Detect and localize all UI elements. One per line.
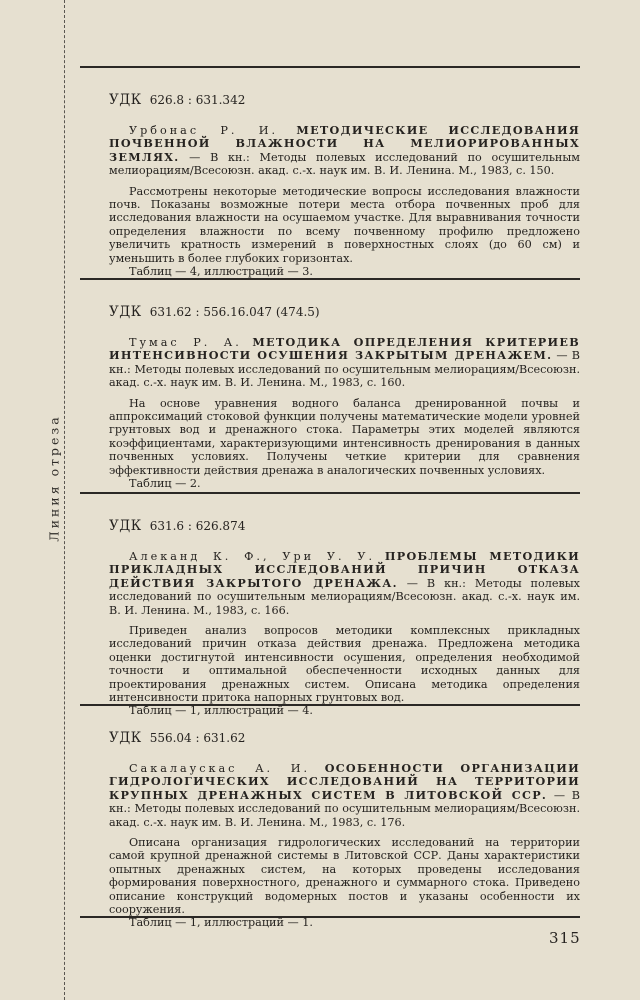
udk-line — [109, 518, 580, 534]
author: Сакалаускас А. И. — [129, 762, 311, 775]
udk-code: 556.04 : 631.62 — [149, 731, 246, 745]
udk-code: 626.8 : 631.342 — [149, 93, 246, 107]
abstract-cards — [80, 66, 581, 930]
tables-count: Таблиц — 2. — [129, 477, 201, 491]
source: — В кн.: Методы полевых исследований по осушительным мелиорациям/Всесоюзн. акад. с.-х. наук им. В. И. Ленина. М., 1983, с. 166. — [109, 576, 580, 617]
article-title: ОСОБЕННОСТИ ОРГАНИЗАЦИИ ГИДРОЛОГИЧЕСКИХ ИССЛЕДОВАНИЙ НА ТЕРРИТОРИИ КРУПНЫХ ДРЕНАЖНЫХ СИСТЕМ В ЛИТОВСКОЙ ССР. — [109, 761, 580, 802]
article-title: МЕТОДИКА ОПРЕДЕЛЕНИЯ КРИТЕРИЕВ ИНТЕНСИВНОСТИ ОСУШЕНИЯ ЗАКРЫТЫМ ДРЕНАЖЕМ. — [109, 335, 580, 363]
abstract-card-2 — [80, 278, 580, 492]
udk-label: УДК — [109, 518, 142, 534]
tables-count: Таблиц — 1, иллюстраций — 1. — [129, 916, 313, 930]
abstract-card-3 — [80, 492, 580, 718]
udk-label: УДК — [109, 304, 142, 320]
udk-line — [109, 304, 580, 320]
cut-line — [64, 0, 65, 1000]
udk-label: УДК — [109, 730, 142, 746]
tables-count: Таблиц — 4, иллюстраций — 3. — [129, 265, 313, 279]
abstract-card-4 — [80, 704, 581, 930]
source: — В кн.: Методы полевых исследований по осушительным мелиорациям/Всесоюзн. акад. с.-х. наук им. В. И. Ленина. М., 1983, с. 150. — [109, 150, 580, 178]
udk-line — [109, 730, 580, 746]
abstract-text: Описана организация гидрологических исследований на территории самой крупной дренажной системы в Литовской ССР. Даны характеристики опытных дренажных систем, на которых проведены исследования формирования поверхностного, дренажного и суммарного стока. Приведено описание конструкций водомерных постов и указаны особенности их сооружения. — [109, 836, 580, 917]
article-title: ПРОБЛЕМЫ МЕТОДИКИ ПРИКЛАДНЫХ ИССЛЕДОВАНИЙ ПРИЧИН ОТКАЗА ДЕЙСТВИЯ ЗАКРЫТОГО ДРЕНАЖА. — [109, 549, 580, 590]
udk-line — [109, 92, 580, 108]
page-number: 315 — [549, 929, 581, 947]
bibliographic-reference — [109, 124, 580, 178]
udk-label: УДК — [109, 92, 142, 108]
author: Тумас Р. А. — [129, 336, 242, 349]
author: Урбонас Р. И. — [129, 124, 279, 137]
bibliographic-reference — [109, 550, 580, 617]
bibliographic-reference — [109, 762, 580, 829]
bibliographic-reference — [109, 336, 580, 390]
cut-line-label: Линия отреза — [46, 414, 62, 542]
udk-code: 631.6 : 626.874 — [149, 519, 246, 533]
abstract-card-1 — [80, 66, 580, 278]
article-title: МЕТОДИЧЕСКИЕ ИССЛЕДОВАНИЯ ПОЧВЕННОЙ ВЛАЖНОСТИ НА МЕЛИОРИРОВАННЫХ ЗЕМЛЯХ. — [109, 123, 581, 164]
abstract-text: На основе уравнения водного баланса дренированной почвы и аппроксимаций стоковой функции получены математические модели уровней грунтовых вод и дренажного стока. Параметры этих моделей являются коэффициентами, характеризующими интенсивность дренирования в данных почвенных условиях. Получены четкие критерии для сравнения эффективности действия дренажа в аналогических почвенных условиях. — [109, 396, 580, 477]
tables-count: Таблиц — 1, иллюстраций — 4. — [129, 704, 313, 718]
source: — В кн.: Методы полевых исследований по осушительным мелиорациям/Всесоюзн. акад. с.-х. наук им. В. И. Ленина. М., 1983, с. 160. — [109, 349, 580, 390]
abstract-text: Приведен анализ вопросов методики комплексных прикладных исследований причин отказа действия дренажа. Предложена методика оценки достигнутой интенсивности осушения, определения необходимой точности и оптимальной обеспеченности исходных данных для проектирования дренажных систем. Описана методика определения интенсивности притока напорных грунтовых вод. — [109, 624, 580, 705]
source: — В кн.: Методы полевых исследований по осушительным мелиорациям/Всесоюзн. акад. с.-х. наук им. В. И. Ленина. М., 1983, с. 176. — [109, 788, 581, 829]
author: Алеканд К. Ф., Ури У. У. — [129, 550, 376, 563]
udk-code: 631.62 : 556.16.047 (474.5) — [149, 305, 320, 319]
abstract-text: Рассмотрены некоторые методические вопросы исследования влажности почв. Показаны возможные потери места отбора почвенных проб для исследования влажности на осушаемом участке. Для выравнивания точности определения влажности по всему почвенному профилю предложено увеличить кратность измерений в поверхностных слоях (до 60 см) и уменьшить в более глубоких горизонтах. — [109, 184, 580, 265]
